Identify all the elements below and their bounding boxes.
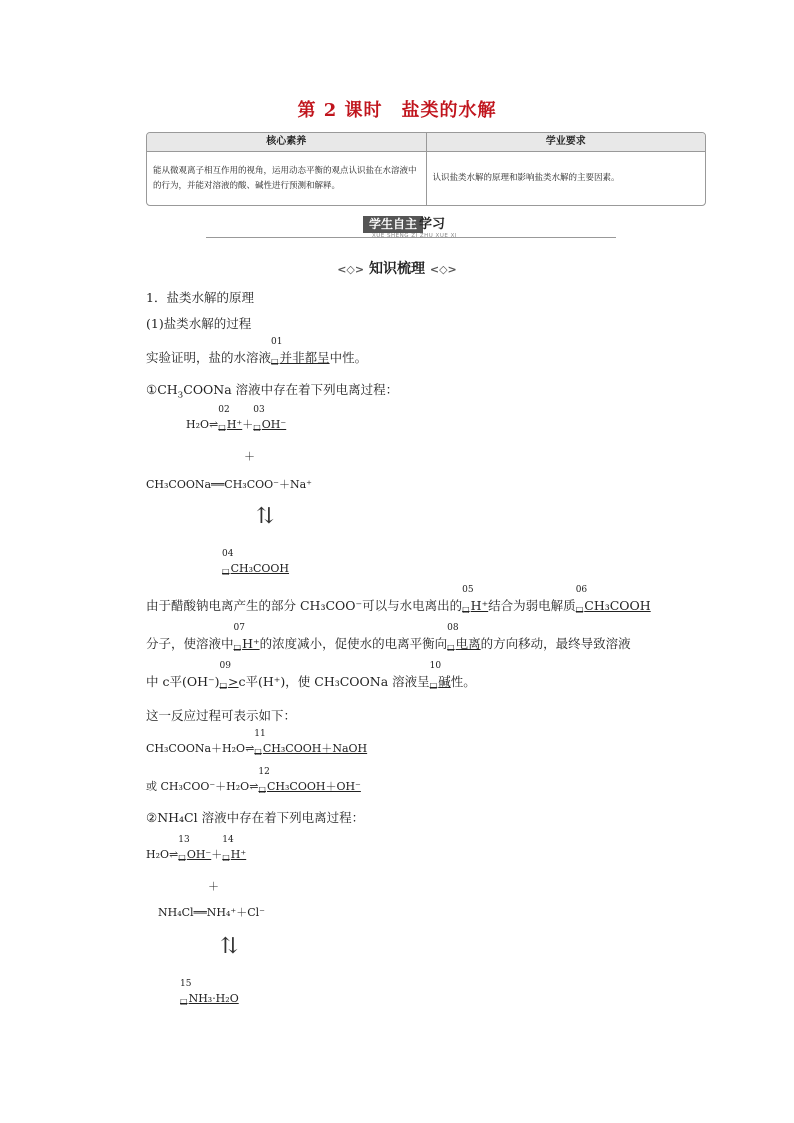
box-icon: □ bbox=[218, 423, 226, 432]
blank-number: 14 bbox=[222, 835, 234, 845]
equation-water-ionization-1 bbox=[186, 405, 287, 437]
banner-pinyin: XUE SHENG ZI ZHU XUE XI bbox=[372, 233, 457, 239]
answer-text: 并非都呈 bbox=[279, 350, 330, 365]
text: H₂O bbox=[186, 418, 210, 431]
text: ＋ bbox=[242, 418, 254, 431]
paragraph-7: ②NH₄Cl 溶液中存在着下列电离过程： bbox=[146, 810, 365, 825]
paragraph-2: $①CH_3COONa$ 溶液中存在着下列电离过程： bbox=[146, 382, 399, 401]
banner-tag: 学生自主 bbox=[363, 216, 423, 233]
box-icon: □ bbox=[222, 853, 230, 862]
answer-blank-11 bbox=[254, 729, 368, 761]
equation-hydrolysis-1 bbox=[146, 729, 368, 761]
blank-number: 04 bbox=[222, 549, 234, 559]
text: 分子，使溶液中 bbox=[146, 636, 234, 651]
blank-number: 08 bbox=[447, 623, 459, 633]
box-icon: □ bbox=[219, 681, 228, 690]
diamond-left-icon: <◇> bbox=[337, 263, 365, 276]
box-icon: □ bbox=[222, 567, 230, 576]
answer-text: CH₃COOH＋OH⁻ bbox=[266, 780, 361, 793]
academic-requirement-header: 学业要求 bbox=[427, 133, 706, 152]
paragraph-6: 这一反应过程可表示如下： bbox=[146, 708, 297, 723]
text: COONa 溶液中存在着下列电离过程： bbox=[183, 382, 399, 397]
text: ①CH bbox=[146, 382, 178, 397]
answer-blank-06 bbox=[575, 585, 651, 620]
blank-number: 05 bbox=[462, 585, 474, 595]
answer-text: H⁺ bbox=[470, 598, 489, 613]
diamond-right-icon: <◇> bbox=[429, 263, 457, 276]
answer-text: H⁺ bbox=[226, 418, 243, 431]
core-literacy-column bbox=[147, 133, 426, 205]
reversible-arrow-icon: ⇌ bbox=[169, 848, 179, 861]
answer-blank-09 bbox=[219, 661, 239, 696]
blank-number: 06 bbox=[575, 585, 588, 595]
answer-text: CH₃COOH bbox=[584, 598, 651, 613]
reversible-arrow-icon: ⇌ bbox=[249, 780, 259, 793]
reversible-arrow-icon: ⇌ bbox=[209, 418, 219, 431]
answer-text: OH⁻ bbox=[261, 418, 287, 431]
answer-text: 碱 bbox=[438, 674, 451, 689]
box-icon: □ bbox=[258, 785, 266, 794]
answer-text: > bbox=[228, 674, 239, 689]
blank-number: 13 bbox=[178, 835, 190, 845]
answer-blank-14 bbox=[222, 835, 247, 867]
box-icon: □ bbox=[178, 853, 186, 862]
blank-number: 12 bbox=[258, 767, 270, 777]
box-icon: □ bbox=[462, 605, 470, 614]
knowledge-heading-text: 知识梳理 bbox=[369, 261, 425, 277]
blank-number: 15 bbox=[180, 979, 192, 989]
blank-number: 03 bbox=[253, 405, 265, 415]
answer-text: OH⁻ bbox=[186, 848, 212, 861]
answer-blank-03 bbox=[253, 405, 287, 437]
text: 或 CH₃COO⁻＋H₂O bbox=[146, 780, 250, 793]
blank-number: 01 bbox=[271, 337, 283, 347]
paragraph-3 bbox=[146, 585, 651, 620]
text: 性。 bbox=[450, 674, 476, 689]
answer-blank-10 bbox=[429, 661, 451, 696]
answer-text: CH₃COOH bbox=[230, 562, 290, 575]
box-icon: □ bbox=[447, 643, 455, 652]
text: ＋ bbox=[211, 848, 223, 861]
text: 由于醋酸钠电离产生的部分 CH₃COO⁻可以与水电离出的 bbox=[146, 598, 463, 613]
blank-number: 02 bbox=[218, 405, 230, 415]
text: CH₃COONa＋H₂O bbox=[146, 742, 246, 755]
equation-hydrolysis-2 bbox=[146, 767, 361, 799]
text: 结合为弱电解质 bbox=[488, 598, 576, 613]
text: 中性。 bbox=[329, 350, 368, 365]
reversible-arrow-icon: ⇌ bbox=[245, 742, 255, 755]
box-icon: □ bbox=[233, 643, 242, 652]
blank-number: 07 bbox=[233, 623, 245, 633]
section-1a-heading: (1)盐类水解的过程 bbox=[146, 316, 252, 331]
answer-blank-02 bbox=[218, 405, 243, 437]
paragraph-5 bbox=[146, 661, 476, 696]
section-banner bbox=[206, 216, 616, 240]
blank-number: 10 bbox=[429, 661, 442, 671]
blank-number: 09 bbox=[219, 661, 231, 671]
box-icon: □ bbox=[180, 997, 188, 1006]
answer-blank-12 bbox=[258, 767, 361, 799]
down-arrow-icon-2: ⇅ bbox=[220, 934, 239, 959]
core-literacy-text: 能从微观离子相互作用的视角，运用动态平衡的观点认识盐在水溶液中的行为，并能对溶液的酸、碱性进行预测和解释。 bbox=[153, 165, 417, 191]
answer-text: NH₃·H₂O bbox=[188, 992, 239, 1005]
equation-sodium-acetate: CH₃COONa══CH₃COO⁻＋Na⁺ bbox=[146, 478, 312, 491]
answer-blank-01 bbox=[271, 337, 330, 372]
answer-text: H⁺ bbox=[242, 636, 260, 651]
text: 实验证明，盐的水溶液 bbox=[146, 350, 272, 365]
down-arrow-icon: ⇅ bbox=[256, 504, 275, 529]
answer-text: 电离 bbox=[455, 636, 481, 651]
academic-requirement-text: 认识盐类水解的原理和影响盐类水解的主要因素。 bbox=[432, 173, 620, 183]
equation-water-ionization-2 bbox=[146, 835, 247, 867]
text: 中 c平(OH⁻) bbox=[146, 674, 220, 689]
plus-sign-2: ＋ bbox=[208, 880, 219, 893]
knowledge-heading bbox=[0, 258, 794, 278]
text: H₂O bbox=[146, 848, 170, 861]
text: c平(H⁺)，使 CH₃COONa 溶液呈 bbox=[238, 674, 430, 689]
answer-blank-13 bbox=[178, 835, 212, 867]
text: 的方向移动，最终导致溶液 bbox=[480, 636, 631, 651]
banner-tail: 学习 bbox=[419, 217, 446, 232]
answer-blank-05 bbox=[462, 585, 489, 620]
answer-blank-08 bbox=[447, 623, 481, 658]
academic-requirement-column bbox=[426, 133, 706, 205]
equation-ammonium-chloride: NH₄Cl══NH₄⁺＋Cl⁻ bbox=[158, 906, 265, 919]
box-icon: □ bbox=[429, 681, 438, 690]
answer-blank-04 bbox=[222, 549, 290, 581]
section-1-heading: 1．盐类水解的原理 bbox=[146, 290, 254, 305]
core-literacy-header: 核心素养 bbox=[147, 133, 426, 152]
plus-sign: ＋ bbox=[244, 450, 255, 463]
equation-ammonia-water bbox=[180, 979, 239, 1011]
paragraph-4 bbox=[146, 623, 631, 658]
page-title: 第 2 课时 盐类的水解 bbox=[297, 100, 497, 121]
paragraph-1 bbox=[146, 337, 368, 372]
box-icon: □ bbox=[253, 423, 261, 432]
answer-text: CH₃COOH＋NaOH bbox=[262, 742, 368, 755]
blank-number: 11 bbox=[254, 729, 266, 739]
answer-blank-07 bbox=[233, 623, 260, 658]
equation-acetic-acid bbox=[222, 549, 290, 581]
answer-text: H⁺ bbox=[230, 848, 247, 861]
text: 的浓度减小，促使水的电离平衡向 bbox=[259, 636, 448, 651]
answer-blank-15 bbox=[180, 979, 239, 1011]
box-icon: □ bbox=[271, 357, 279, 366]
box-icon: □ bbox=[575, 605, 584, 614]
requirements-table bbox=[146, 132, 706, 206]
box-icon: □ bbox=[254, 747, 262, 756]
